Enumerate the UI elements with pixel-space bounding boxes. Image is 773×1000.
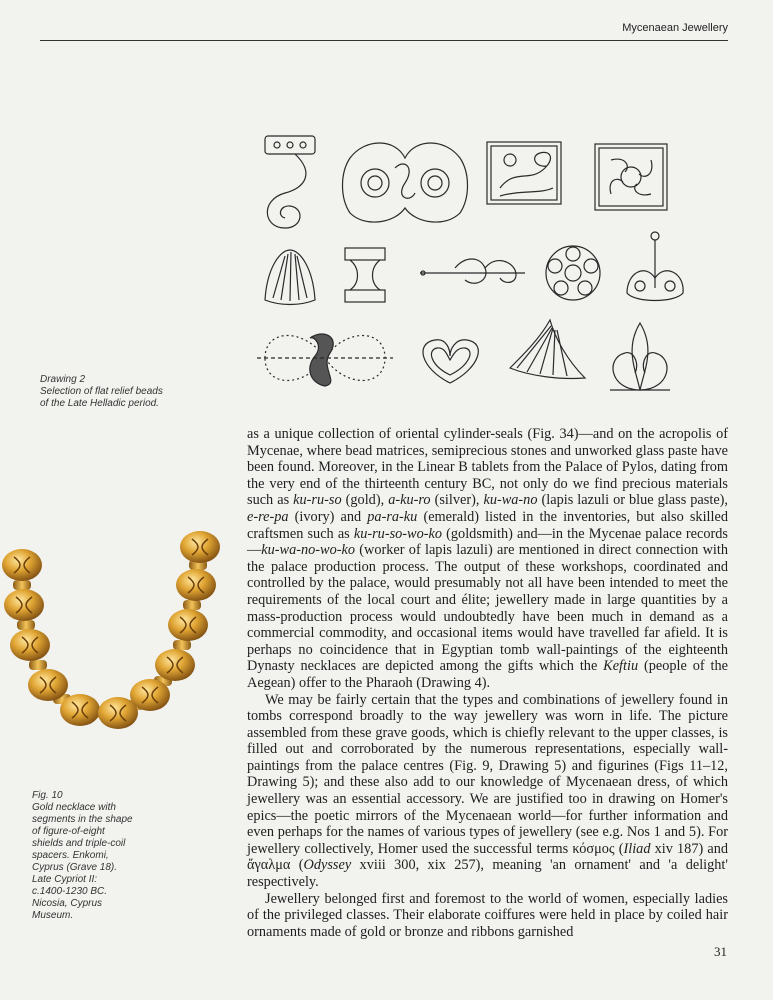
caption-line: Late Cypriot II: <box>32 874 98 885</box>
bead-sketch-beaded-loop <box>257 334 393 386</box>
bead-sketch-pendant <box>627 232 683 301</box>
bead-sketch-shell <box>265 250 315 305</box>
bead-drawing <box>255 128 710 410</box>
paragraph-2: We may be fairly certain that the types and combinations of jewellery found in tombs correspond broadly to the way jewellery was worn in life. The picture assembled from these grave goods, which is chiefly relevant to the upper classes, is filled out and corroborated by the numerous representations, especially wall-paintings from the palace centres (Fig. 9, Drawing 5) and figurines (Figs 11–12, Drawing 5); and these also add to our knowledge of Mycenaean dress, of which jewellery was an essential accessory. We are justified too in drawing on Homer's epics—the poetic mirrors of the Mycenaean world—for further information and even perhaps for the names of various types of jewellery (see e.g. Nos 1 and 5). For jewellery collectively, Homer used the successful terms κόσμος (Iliad xiv 187) and ἄγαλμα (Odyssey xviii 300, xix 257), meaning 'an ornament' and 'a delight' respectively. <box>247 691 728 891</box>
figure-of-eight-bead <box>28 669 68 701</box>
caption-line: of the Late Helladic period. <box>40 398 159 409</box>
running-head: Mycenaean Jewellery <box>622 22 728 34</box>
figure-of-eight-bead <box>155 649 195 681</box>
necklace-beads <box>2 531 220 729</box>
gold-necklace-photo <box>0 525 232 765</box>
bead-sketch-lily <box>610 323 670 390</box>
bead-sketch-spool <box>345 248 385 302</box>
caption-line: Cyprus (Grave 18). <box>32 862 118 873</box>
figure-of-eight-bead <box>176 569 216 601</box>
figure-of-eight-bead <box>4 589 44 621</box>
caption-line: Fig. 10 <box>32 790 63 801</box>
paragraph-1: as a unique collection of oriental cylinder-seals (Fig. 34)—and on the acropolis of Mycenae, where bead matrices, semiprecious stones and unworked glass paste have been found. Moreover, in the Linear B tablets from the Palace of Pylos, dating from the very end of the thirteenth century BC, not only do we find precious materials such as ku-ru-so (gold), a-ku-ro (silver), ku-wa-no (lapis lazuli or blue glass paste), e-re-pa (ivory) and pa-ra-ku (emerald) listed in the inventories, but also skilled craftsmen such as ku-ru-so-wo-ko (goldsmith) and—in the Mycenae palace records—ku-wa-no-wo-ko (worker of lapis lazuli) are mentioned in direct connection with the palace production process. The output of these workshops, coordinated and controlled by the palace, would presumably not all have been intended to meet the requirements of the local court and élite; jewellery made in large quantities by a mass-production process would undoubtedly have been much in demand as a commercial commodity, and occasional items would have travelled far afield. It is perhaps no coincidence that in Egyptian tomb wall-paintings of the eighteenth Dynasty necklaces are depicted among the gifts which the Keftiu (people of the Aegean) offer to the Pharaoh (Drawing 4). <box>247 426 728 691</box>
bead-sketch-square-spiral <box>595 144 667 210</box>
bead-sketch-pin <box>420 259 525 283</box>
caption-line: Gold necklace with <box>32 802 116 813</box>
caption-line: spacers. Enkomi, <box>32 850 109 861</box>
bead-sketch-double-spiral <box>343 143 468 222</box>
page-number: 31 <box>714 944 727 959</box>
figure-of-eight-bead <box>60 694 100 726</box>
figure-of-eight-bead <box>168 609 208 641</box>
drawing-caption <box>40 374 163 410</box>
bead-sketch-fan <box>510 320 585 379</box>
body-text <box>247 426 728 940</box>
triple-coil-spacer <box>29 660 47 670</box>
triple-coil-spacer <box>13 580 31 590</box>
caption-line: Museum. <box>32 910 74 921</box>
bead-sketch-heart <box>423 340 478 383</box>
caption-line: Selection of flat relief beads <box>40 386 163 397</box>
caption-line: of figure-of-eight <box>32 826 105 837</box>
figure-caption <box>32 790 133 922</box>
caption-line: Nicosia, Cyprus <box>32 898 103 909</box>
figure-of-eight-bead <box>130 679 170 711</box>
figure-of-eight-bead <box>2 549 42 581</box>
figure-of-eight-bead <box>10 629 50 661</box>
bead-sketch-square-wave <box>487 142 561 204</box>
caption-line: shields and triple-coil <box>32 838 126 849</box>
caption-line: c.1400-1230 BC. <box>32 886 108 897</box>
header-rule <box>40 40 728 41</box>
triple-coil-spacer <box>183 600 201 610</box>
caption-line: segments in the shape <box>32 814 133 825</box>
figure-of-eight-bead <box>180 531 220 563</box>
bead-sketch-hook <box>265 136 315 228</box>
triple-coil-spacer <box>173 640 191 650</box>
caption-line: Drawing 2 <box>40 374 86 385</box>
bead-sketch-rosette <box>546 246 600 300</box>
paragraph-3: Jewellery belonged first and foremost to the world of women, especially ladies of the privileged classes. Their elaborate coiffures were held in place by coiled hair ornaments made of gold or bronze and ribbons garnished <box>247 890 728 940</box>
triple-coil-spacer <box>17 620 35 630</box>
